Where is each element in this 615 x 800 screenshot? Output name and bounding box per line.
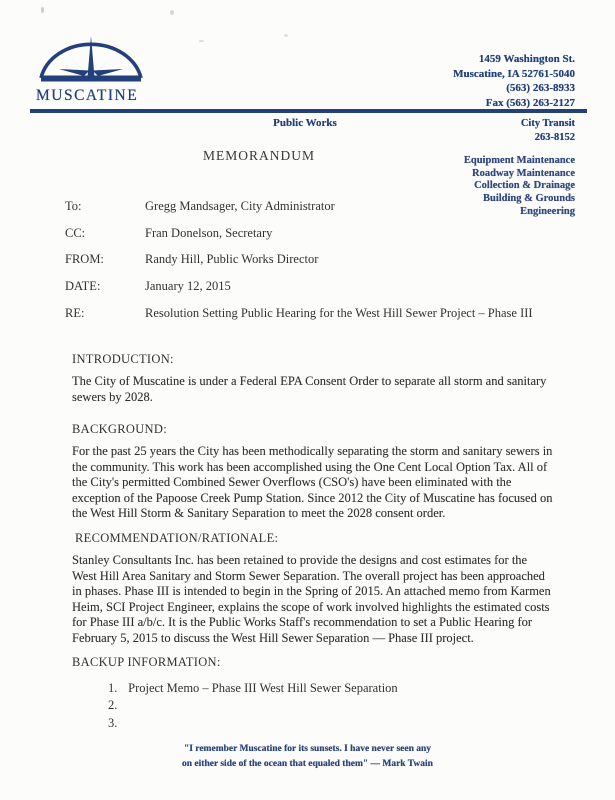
memo-field-from bbox=[65, 252, 319, 267]
section-body-recommendation: Stanley Consultants Inc. has been retained to provide the designs and cost estimates for the West Hill Area Sanitary and Storm Sewer Separation. The overall project has been approached in phases. Phase III is intended to begin in the Spring of 2015. An attached memo from Karmen Heim, SCI Project Engineer, explains the scope of work involved highlights the estimated costs for Phase III a/b/c. It is the Public Works Staff's recommendation to set a Public Hearing for February 5, 2015 to discuss the West Hill Sewer Separation — Phase III project. bbox=[72, 553, 551, 645]
field-value: Fran Donelson, Secretary bbox=[145, 226, 273, 240]
letterhead-address-block bbox=[360, 52, 575, 110]
list-number: 2. bbox=[108, 698, 118, 713]
service-item: Collection & Drainage bbox=[474, 180, 575, 192]
section-body-background: For the past 25 years the City has been methodically separating the storm and sanitary sewers in the community. This work has been accomplished using the One Cent Local Option Tax. All of the City's permitted Combined Sewer Overflows (CSO's) have been eliminated with the exception of the Papoose Creek Pump Station. Since 2012 the City of Muscatine has focused on the West Hill Storm & Sanitary Separation to meet the 2028 consent order. bbox=[72, 444, 553, 521]
service-item: Roadway Maintenance bbox=[472, 167, 575, 179]
services-list bbox=[400, 155, 575, 219]
section-heading-backup-information: BACKUP INFORMATION: bbox=[72, 655, 221, 669]
list-number: 3. bbox=[108, 715, 118, 730]
list-number: 1. bbox=[108, 681, 118, 695]
list-item bbox=[108, 697, 398, 714]
service-item: Equipment Maintenance bbox=[463, 155, 575, 166]
field-label: FROM: bbox=[65, 252, 104, 266]
quote-line-2: on either side of the ocean that equaled them" — Mark Twain bbox=[182, 759, 433, 769]
scan-artifact bbox=[284, 34, 288, 37]
address-line: Muscatine, IA 52761-5040 bbox=[453, 67, 575, 80]
muscatine-sunrise-logo-icon bbox=[38, 34, 144, 89]
list-item bbox=[108, 680, 398, 697]
letterhead-divider-rule bbox=[30, 109, 587, 113]
footer-quote bbox=[0, 742, 615, 772]
section-heading-background: BACKGROUND: bbox=[72, 422, 167, 436]
field-value: Gregg Mandsager, City Administrator bbox=[145, 199, 335, 213]
field-value: Resolution Setting Public Hearing for the West Hill Sewer Project – Phase III bbox=[145, 306, 533, 320]
city-transit-block bbox=[430, 117, 575, 144]
service-item: Engineering bbox=[520, 205, 575, 217]
section-heading-recommendation: RECOMMENDATION/RATIONALE: bbox=[75, 531, 279, 545]
service-item: Building & Grounds bbox=[482, 193, 575, 205]
memo-field-re bbox=[65, 306, 533, 321]
memo-title: MEMORANDUM bbox=[203, 148, 316, 163]
field-value: Randy Hill, Public Works Director bbox=[145, 252, 319, 266]
section-heading-introduction: INTRODUCTION: bbox=[72, 352, 174, 366]
memo-field-date bbox=[65, 279, 231, 294]
quote-line-1: "I remember Muscatine for its sunsets. I have never seen any bbox=[183, 744, 432, 754]
city-transit-label: City Transit bbox=[520, 118, 575, 129]
backup-information-list bbox=[108, 680, 398, 732]
field-value: January 12, 2015 bbox=[145, 279, 231, 293]
memo-field-cc bbox=[65, 226, 273, 241]
section-body-introduction: The City of Muscatine is under a Federal EPA Consent Order to separate all storm and sanitary sewers by 2028. bbox=[72, 374, 547, 404]
list-text: Project Memo – Phase III West Hill Sewer Separation bbox=[128, 681, 398, 695]
scan-artifact bbox=[41, 7, 44, 13]
city-transit-phone: 263-8152 bbox=[534, 131, 575, 143]
field-label: DATE: bbox=[65, 279, 101, 293]
phone-line: (563) 263-8933 bbox=[506, 82, 575, 94]
address-line: 1459 Washington St. bbox=[478, 53, 575, 65]
scan-artifact bbox=[170, 10, 174, 15]
field-label: To: bbox=[65, 199, 82, 213]
department-label: Public Works bbox=[273, 117, 337, 129]
fax-line: Fax (563) 263-2127 bbox=[485, 96, 575, 109]
field-label: RE: bbox=[65, 306, 85, 320]
field-label: CC: bbox=[65, 226, 86, 240]
scan-artifact bbox=[199, 40, 204, 42]
list-item bbox=[108, 715, 398, 732]
memo-field-to bbox=[65, 199, 335, 214]
logo-wordmark: MUSCATINE bbox=[36, 87, 139, 104]
